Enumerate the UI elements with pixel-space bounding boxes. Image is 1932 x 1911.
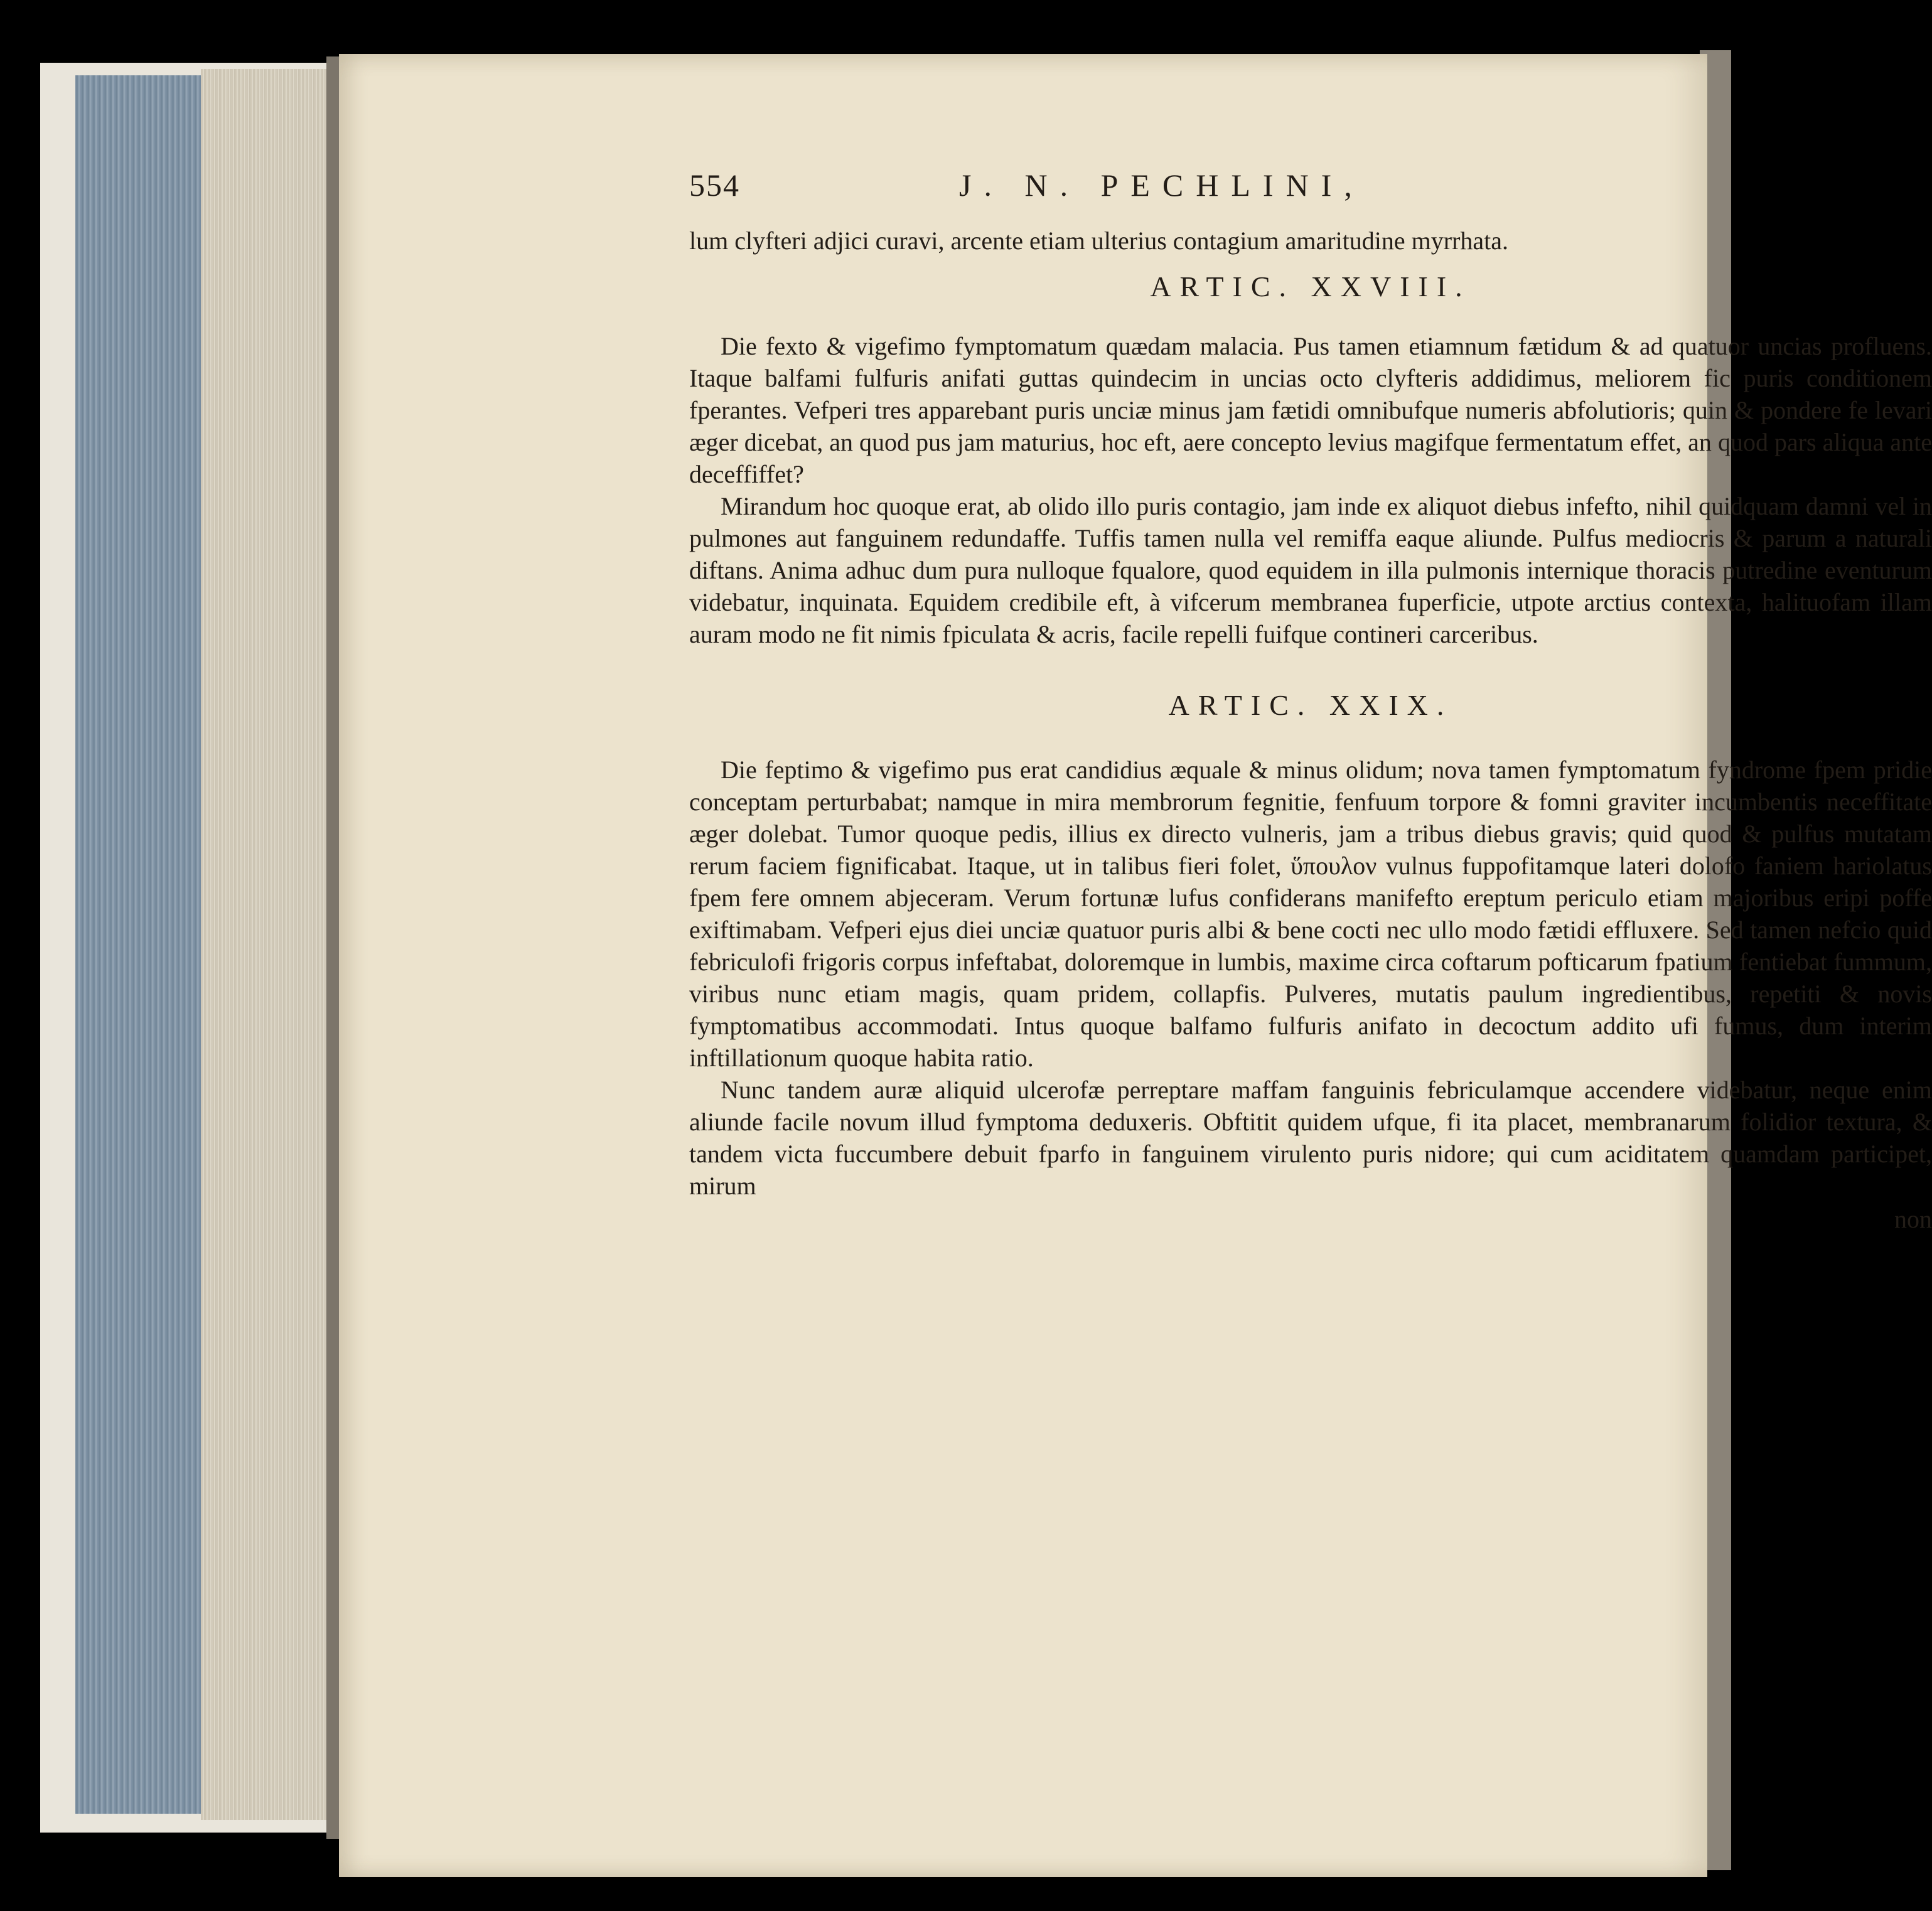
continuation-text: lum clyfteri adjici curavi, arcente etiam ulterius contagium amaritudine myrrhata. xyxy=(689,227,1509,255)
section-heading: ARTIC. XXIX. xyxy=(1168,689,1453,721)
running-title: J. N. PECHLINI, xyxy=(959,168,1365,203)
page-header xyxy=(689,167,1932,211)
text-block xyxy=(689,54,1932,1877)
page-stack xyxy=(201,69,336,1820)
book-page xyxy=(339,54,1932,1877)
blue-sprinkled-edge xyxy=(75,75,201,1814)
paragraph: Mirandum hoc quoque erat, ab olido illo puris contagio, jam inde ex aliquot diebus infefto, nihil quidquam damni vel in pulmones aut fanguinem redundaffe. Tuffis tamen nulla vel remiffa eaque aliunde. Pulfus mediocris & parum a naturali diftans. Anima adhuc dum pura nulloque fqualore, quod equidem in illa pulmonis internique thoracis putredine eventurum videbatur, inquinata. Equidem credibile eft, à vifcerum membranea fuperficie, utpote arctius contexta, halituofam illam auram modo ne fit nimis fpiculata & acris, facile repelli fuifque contineri carceribus. xyxy=(689,492,1932,648)
paragraph: Die feptimo & vigefimo pus erat candidius æquale & minus olidum; nova tamen fymptomatum fyndrome fpem pridie conceptam perturbabat; namque in mira membrorum fegnitie, fenfuum torpore & fomni graviter incumbentis neceffitate æger dolebat. Tumor quoque pedis, illius ex directo vulneris, jam a tribus diebus gravis; quid quod & pulfus mutatam rerum faciem fignificabat. Itaque, ut in talibus fieri folet, ὕπουλον vulnus fuppofitamque lateri dolofo faniem hariolatus fpem fere omnem abjeceram. Verum fortunæ lufus confiderans manifefto ereptum periculo etiam majoribus eripi poffe exiftimabam. Vefperi ejus diei unciæ quatuor puris albi & bene cocti nec ullo modo fætidi effluxere. Sed tamen nefcio quid febriculofi frigoris corpus infeftabat, doloremque in lumbis, maxime circa coftarum pofticarum fpatium fentiebat fummum, viribus nunc etiam magis, quam pridem, collapfis. Pulveres, mutatis paulum ingredientibus, repetiti & novis fymptomatibus accommodati. Intus quoque balfamo fulfuris anifato in decoctum addito ufi fumus, dum interim inftillationum quoque habita ratio. xyxy=(689,756,1932,1072)
page-number: 554 xyxy=(689,168,740,203)
paragraph: Nunc tandem auræ aliquid ulcerofæ perreptare maffam fanguinis febriculamque accendere videbatur, neque enim aliunde facile novum illud fymptoma deduxeris. Obftitit quidem ufque, fi ita placet, membranarum folidior textura, & tandem victa fuccumbere debuit fparfo in fanguinem virulento puris nidore; qui cum aciditatem quamdam participet, mirum xyxy=(689,1076,1932,1200)
page-body xyxy=(689,225,1932,1235)
section-heading: ARTIC. XXVIII. xyxy=(1150,270,1471,302)
paragraph: Die fexto & vigefimo fymptomatum quædam malacia. Pus tamen etiamnum fætidum & ad quatuor uncias profluens. Itaque balfami fulfuris anifati guttas quindecim in uncias octo clyfteris addidimus, meliorem fic puris conditionem fperantes. Vefperi tres apparebant puris unciæ minus jam fætidi omnibufque numeris abfolutioris; quin & pondere fe levari æger dicebat, an quod pus jam maturius, hoc eft, aere concepto levius magifque fermentatum effet, an quod pars aliqua ante deceffiffet? xyxy=(689,332,1932,488)
catchword: non xyxy=(1894,1205,1932,1233)
